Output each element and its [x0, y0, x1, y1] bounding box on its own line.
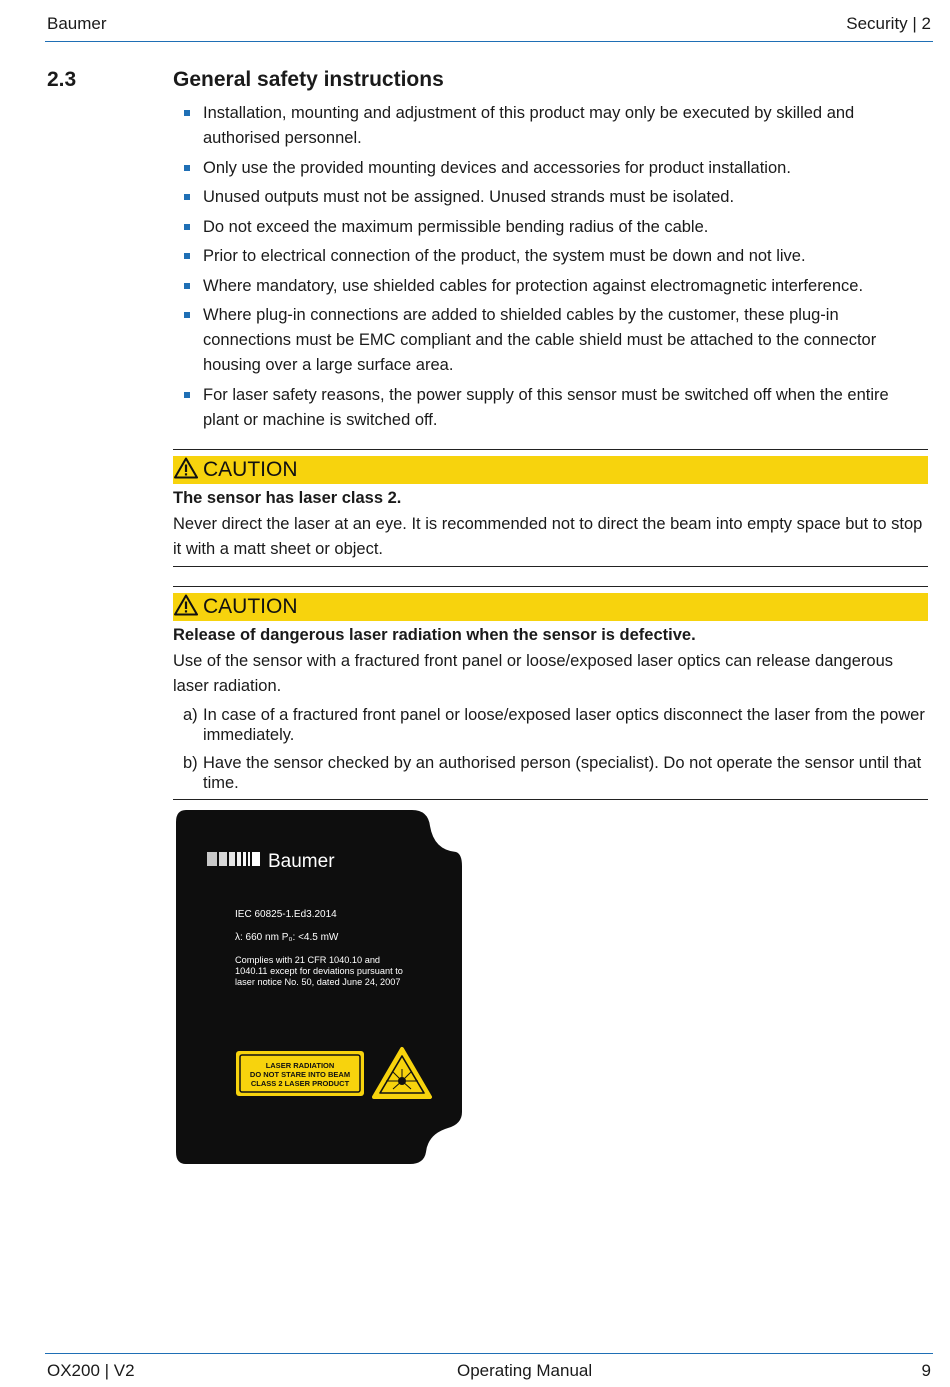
label-complies-line: Complies with 21 CFR 1040.10 and	[235, 955, 381, 965]
page-number: 9	[921, 1361, 931, 1380]
header-chapter: Security | 2	[846, 14, 931, 33]
step-text: In case of a fractured front panel or loose/exposed laser optics disconnect the laser from the power immediately.	[203, 706, 925, 744]
label-brand: Baumer	[268, 851, 335, 872]
label-complies-line: 1040.11 except for deviations pursuant to	[235, 966, 403, 976]
warning-plate-line: DO NOT STARE INTO BEAM	[249, 1070, 351, 1079]
warning-plate-line: CLASS 2 LASER PRODUCT	[250, 1079, 350, 1088]
caution-label: CAUTION	[203, 458, 298, 481]
step-letter: a)	[183, 706, 198, 724]
section-number: 2.3	[47, 68, 77, 91]
list-item	[183, 705, 928, 745]
bullet-square-icon	[184, 392, 190, 398]
footer-product: OX200 | V2	[47, 1361, 135, 1380]
step-text: Have the sensor checked by an authorised person (specialist). Do not operate the sensor until that time.	[203, 754, 922, 792]
caution-title: Release of dangerous laser radiation when the sensor is defective.	[173, 626, 696, 644]
bullet-square-icon	[184, 224, 190, 230]
action-steps	[183, 705, 928, 801]
section-title: General safety instructions	[173, 68, 444, 91]
caution-label: CAUTION	[203, 595, 298, 618]
list-item: Installation, mounting and adjustment of this product may only be executed by skilled and authorised personnel.	[173, 101, 929, 151]
page-footer	[45, 1353, 933, 1387]
bullet-square-icon	[184, 253, 190, 259]
laser-warning-label-image	[174, 810, 464, 1164]
label-spec: λ: 660 nm P₀: <4.5 mW	[235, 932, 339, 943]
header-brand: Baumer	[47, 14, 107, 33]
list-item: Where plug-in connections are added to shielded cables by the customer, these plug-in connections must be EMC compliant and the cable shield must be attached to the connector housing over a large surface area.	[173, 303, 929, 378]
bullet-square-icon	[184, 283, 190, 289]
bullet-square-icon	[184, 312, 190, 318]
caution-text: Never direct the laser at an eye. It is recommended not to direct the beam into empty space but to stop it with a matt sheet or object.	[173, 515, 923, 558]
list-item: Where mandatory, use shielded cables for protection against electromagnetic interference.	[173, 274, 929, 299]
label-standard: IEC 60825-1.Ed3.2014	[235, 909, 337, 920]
caution-box-laser-class	[173, 449, 928, 567]
step-letter: b)	[183, 754, 198, 772]
warning-plate-line: LASER RADIATION	[265, 1061, 335, 1070]
caution-title: The sensor has laser class 2.	[173, 489, 402, 507]
list-item: Only use the provided mounting devices and accessories for product installation.	[173, 156, 929, 181]
warning-triangle-icon	[174, 594, 198, 616]
list-item: Unused outputs must not be assigned. Unused strands must be isolated.	[173, 185, 929, 210]
list-item	[183, 753, 928, 793]
page-header	[45, 12, 933, 42]
label-complies-line: laser notice No. 50, dated June 24, 2007	[235, 977, 401, 987]
bullet-square-icon	[184, 194, 190, 200]
caution-text: Use of the sensor with a fractured front panel or loose/exposed laser optics can release dangerous laser radiation.	[173, 652, 893, 695]
safety-bullet-list	[173, 101, 929, 437]
bullet-square-icon	[184, 165, 190, 171]
list-item: Prior to electrical connection of the product, the system must be down and not live.	[173, 244, 929, 269]
baumer-logo-icon	[207, 852, 260, 866]
list-item: For laser safety reasons, the power supply of this sensor must be switched off when the entire plant or machine is switched off.	[173, 383, 929, 433]
caution-banner	[173, 456, 928, 484]
caution-box-defective-sensor	[173, 586, 928, 800]
bullet-square-icon	[184, 110, 190, 116]
list-item: Do not exceed the maximum permissible bending radius of the cable.	[173, 215, 929, 240]
warning-triangle-icon	[174, 457, 198, 479]
footer-doc-title: Operating Manual	[457, 1361, 593, 1380]
caution-banner	[173, 593, 928, 621]
